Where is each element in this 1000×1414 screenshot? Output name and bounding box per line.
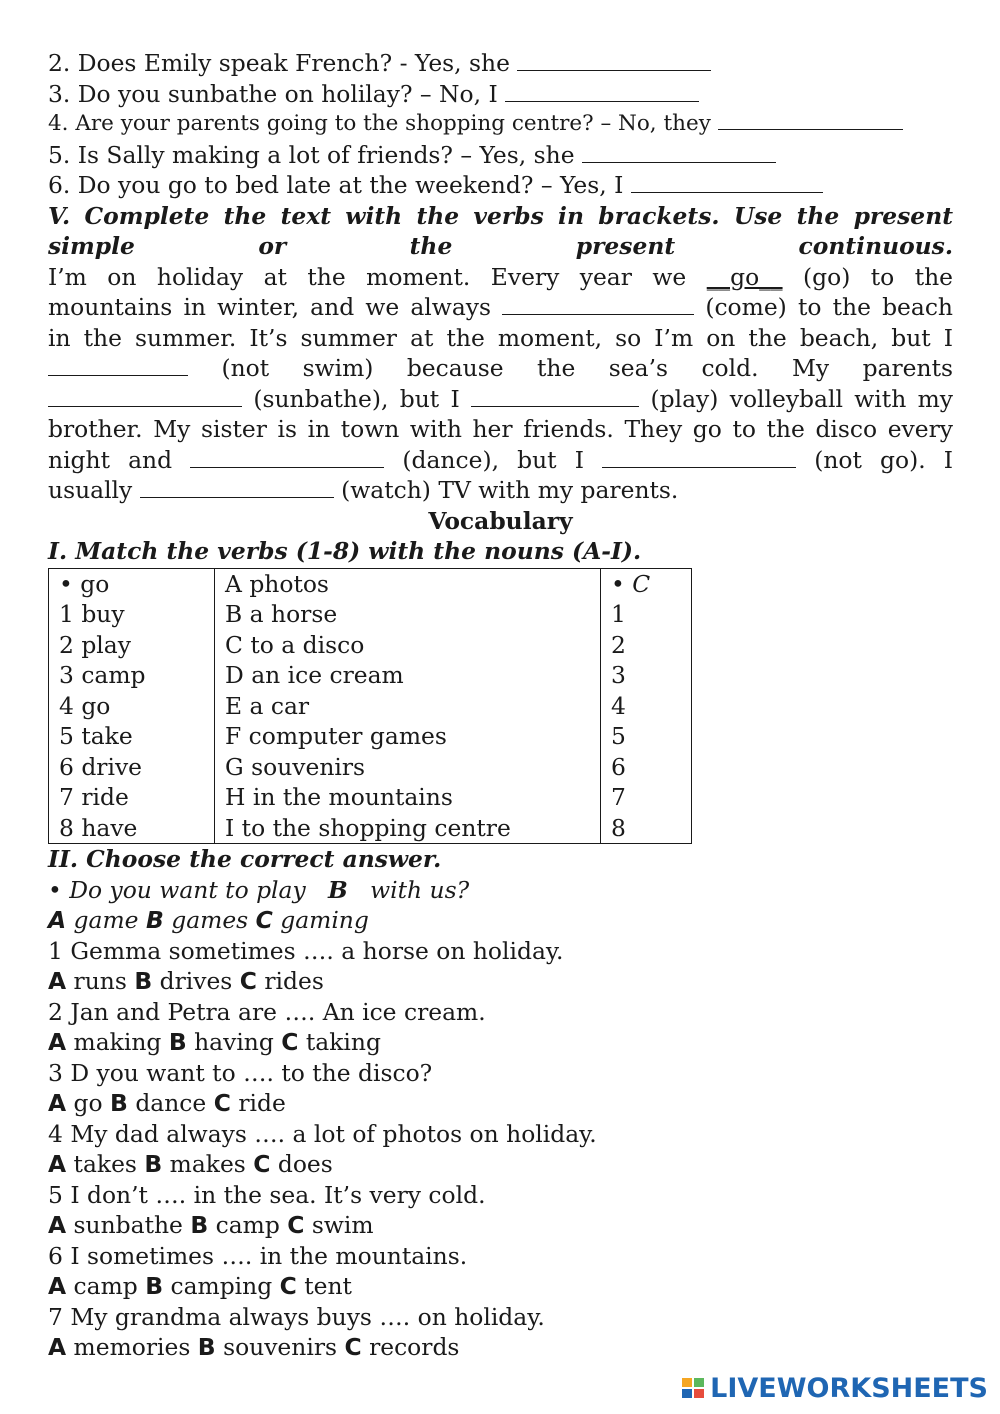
- text-line: I’m on holiday at the moment. Every year we __go__ (go) to the: [48, 262, 954, 291]
- match-row: [49, 599, 692, 630]
- answer-blank[interactable]: [718, 109, 903, 130]
- answer-cell[interactable]: • C: [601, 568, 692, 599]
- verb-cell: 6 drive: [49, 752, 215, 783]
- option-letter[interactable]: B: [145, 1272, 164, 1300]
- answer-cell[interactable]: 1: [601, 599, 692, 630]
- option-letter[interactable]: C: [253, 1150, 271, 1178]
- option-letter[interactable]: B: [168, 1028, 187, 1056]
- option-letter[interactable]: C: [287, 1211, 305, 1239]
- option-text[interactable]: makes: [169, 1150, 246, 1178]
- text-line: night and (dance), but I (not go). I: [48, 445, 954, 474]
- question-line: 5. Is Sally making a lot of friends? – Yes, she: [48, 140, 953, 171]
- match-row: [49, 568, 692, 599]
- answer-options: [48, 1027, 953, 1058]
- noun-cell: E a car: [215, 691, 601, 722]
- match-row: [49, 813, 692, 844]
- match-row: [49, 660, 692, 691]
- answer-options: [48, 1332, 953, 1363]
- answer-blank[interactable]: [631, 172, 823, 193]
- option-text[interactable]: memories: [73, 1333, 191, 1361]
- verb-cell: 2 play: [49, 630, 215, 661]
- option-text[interactable]: swim: [311, 1211, 374, 1239]
- answer-options: [48, 1149, 953, 1180]
- brand-name: LIVEWORKSHEETS: [710, 1373, 988, 1404]
- noun-cell: B a horse: [215, 599, 601, 630]
- option-letter[interactable]: C: [239, 967, 257, 995]
- question-text: 2 Jan and Petra are …. An ice cream.: [48, 997, 486, 1026]
- question-text: 6 I sometimes …. in the mountains.: [48, 1241, 468, 1270]
- option-text[interactable]: camp: [73, 1272, 138, 1300]
- option-text[interactable]: having: [194, 1028, 274, 1056]
- question-line: 6. Do you go to bed late at the weekend? – Yes, I: [48, 170, 953, 201]
- text-line: brother. My sister is in town with her friends. They go to the disco every: [48, 415, 953, 443]
- match-title: I. Match the verbs (1-8) with the nouns (A-I).: [48, 537, 642, 565]
- option-text[interactable]: camp: [215, 1211, 280, 1239]
- option-letter[interactable]: B: [197, 1333, 216, 1361]
- option-letter[interactable]: A: [48, 1028, 67, 1056]
- option-letter[interactable]: C: [281, 1028, 299, 1056]
- match-table: [48, 568, 692, 845]
- answer-blank[interactable]: [582, 142, 776, 163]
- question-text: 7 My grandma always buys …. on holiday.: [48, 1302, 545, 1331]
- answer-blank[interactable]: [48, 386, 242, 407]
- verb-cell: 5 take: [49, 721, 215, 752]
- answer-options: [48, 1210, 953, 1241]
- option-letter[interactable]: A: [48, 1333, 67, 1361]
- option-letter[interactable]: A: [48, 1089, 67, 1117]
- option-letter[interactable]: B: [110, 1089, 128, 1117]
- noun-cell: H in the mountains: [215, 782, 601, 813]
- answer-blank[interactable]: [517, 50, 711, 71]
- option-text[interactable]: dance: [135, 1089, 207, 1117]
- example-answer: __go__: [706, 262, 783, 291]
- option-text[interactable]: records: [369, 1333, 460, 1361]
- section-ii-title: II. Choose the correct answer.: [48, 845, 442, 873]
- noun-cell: G souvenirs: [215, 752, 601, 783]
- option-letter[interactable]: A: [48, 967, 67, 995]
- question-text: 4 My dad always …. a lot of photos on holiday.: [48, 1119, 597, 1148]
- option-letter[interactable]: A: [48, 1272, 67, 1300]
- answer-cell[interactable]: 7: [601, 782, 692, 813]
- option-text[interactable]: takes: [73, 1150, 137, 1178]
- option-text[interactable]: go: [73, 1089, 103, 1117]
- answer-cell[interactable]: 6: [601, 752, 692, 783]
- question-text: 1 Gemma sometimes …. a horse on holiday.: [48, 936, 564, 965]
- match-row: [49, 691, 692, 722]
- noun-cell: I to the shopping centre: [215, 813, 601, 844]
- answer-blank[interactable]: [140, 477, 334, 498]
- question-line: 2. Does Emily speak French? - Yes, she: [48, 48, 953, 79]
- question-line: 4. Are your parents going to the shopping centre? – No, they: [48, 109, 953, 140]
- answer-cell[interactable]: 8: [601, 813, 692, 844]
- text-line: usually (watch) TV with my parents.: [48, 476, 679, 504]
- option-letter[interactable]: C: [279, 1272, 297, 1300]
- answer-cell[interactable]: 2: [601, 630, 692, 661]
- option-text[interactable]: camping: [170, 1272, 273, 1300]
- answer-cell[interactable]: 3: [601, 660, 692, 691]
- verb-cell: 7 ride: [49, 782, 215, 813]
- option-text[interactable]: rides: [264, 967, 324, 995]
- option-text[interactable]: making: [73, 1028, 162, 1056]
- noun-cell: D an ice cream: [215, 660, 601, 691]
- answer-blank[interactable]: [602, 447, 796, 468]
- noun-cell: A photos: [215, 568, 601, 599]
- match-row: [49, 782, 692, 813]
- option-text[interactable]: ride: [238, 1089, 286, 1117]
- question-line: 3. Do you sunbathe on holilay? – No, I: [48, 79, 953, 110]
- option-text[interactable]: sunbathe: [73, 1211, 183, 1239]
- verb-cell: 8 have: [49, 813, 215, 844]
- logo-icon: [682, 1378, 706, 1400]
- answer-cell[interactable]: 5: [601, 721, 692, 752]
- option-letter[interactable]: B: [190, 1211, 209, 1239]
- option-text[interactable]: drives: [159, 967, 233, 995]
- text-line: (not swim) because the sea’s cold. My parents: [48, 353, 953, 384]
- vocabulary-heading: Vocabulary: [428, 506, 573, 535]
- example-question: • Do you want to play B with us?: [48, 875, 470, 904]
- option-letter[interactable]: B: [134, 967, 153, 995]
- answer-blank[interactable]: [505, 81, 699, 102]
- answer-blank[interactable]: [190, 447, 384, 468]
- match-row: [49, 752, 692, 783]
- section-v-title: V. Complete the text with the verbs in brackets. Use the present simple or the present continuous.: [48, 201, 953, 260]
- question-list: [48, 936, 953, 1363]
- question-text: 5 I don’t …. in the sea. It’s very cold.: [48, 1180, 486, 1209]
- verb-cell: 1 buy: [49, 599, 215, 630]
- verb-cell: 3 camp: [49, 660, 215, 691]
- option-letter[interactable]: C: [213, 1089, 231, 1117]
- noun-cell: C to a disco: [215, 630, 601, 661]
- verb-cell: • go: [49, 568, 215, 599]
- text-line: mountains in winter, and we always (come) to the beach: [48, 293, 953, 321]
- answer-blank[interactable]: [471, 386, 639, 407]
- example-options: A game B games C gaming: [48, 906, 369, 934]
- text-line: (sunbathe), but I (play) volleyball with my: [48, 384, 953, 415]
- option-letter[interactable]: B: [144, 1150, 163, 1178]
- option-text[interactable]: souvenirs: [223, 1333, 338, 1361]
- match-row: [49, 630, 692, 661]
- example-answer: B: [328, 875, 348, 904]
- worksheet-page: [48, 48, 953, 1363]
- option-letter[interactable]: A: [48, 1150, 67, 1178]
- text-line: in the summer. It’s summer at the moment, so I’m on the beach, but I: [48, 323, 953, 352]
- answer-blank[interactable]: [48, 355, 188, 376]
- option-letter[interactable]: A: [48, 1211, 67, 1239]
- answer-options: [48, 1271, 953, 1302]
- option-text[interactable]: does: [277, 1150, 333, 1178]
- answer-options: [48, 1088, 953, 1119]
- option-text[interactable]: runs: [73, 967, 127, 995]
- verb-cell: 4 go: [49, 691, 215, 722]
- answer-cell[interactable]: 4: [601, 691, 692, 722]
- match-row: [49, 721, 692, 752]
- option-letter[interactable]: C: [344, 1333, 362, 1361]
- noun-cell: F computer games: [215, 721, 601, 752]
- option-text[interactable]: tent: [304, 1272, 352, 1300]
- option-text[interactable]: taking: [305, 1028, 381, 1056]
- question-text: 3 D you want to …. to the disco?: [48, 1058, 433, 1087]
- liveworksheets-logo: [682, 1373, 988, 1404]
- answer-blank[interactable]: [502, 294, 694, 315]
- answer-options: [48, 966, 953, 997]
